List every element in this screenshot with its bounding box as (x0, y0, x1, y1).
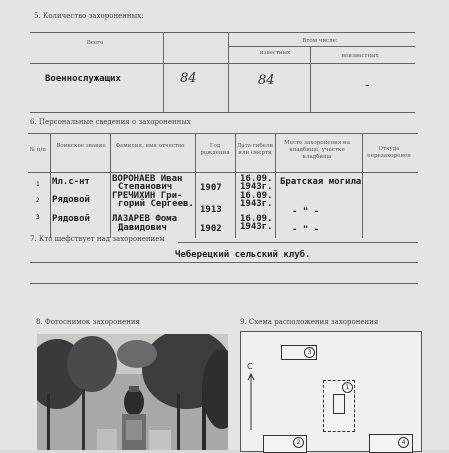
marker-1: 1 (342, 382, 353, 393)
header-num: № п/п (29, 147, 47, 153)
patron-value: Чеберецкий сельский клуб. (175, 250, 311, 260)
section-5-title: 5. Количество захороненных: (34, 12, 144, 20)
row-name-line2: Степанович (118, 182, 173, 192)
row-place: - " - (292, 225, 320, 235)
marker-2: 2 (293, 437, 304, 448)
rule (30, 112, 415, 113)
rule (362, 133, 363, 238)
row-name-line1: ВОРОНАЕВ Иван (112, 174, 183, 184)
photo-image (37, 334, 228, 450)
row-place: Братская могила (280, 177, 362, 187)
row-birth: 1902 (200, 224, 222, 234)
rule (110, 133, 111, 238)
header-place: Место захоронения на кладбище, участке кладбища (283, 140, 350, 160)
header-name: Фамилия, имя отчество (115, 143, 185, 149)
col-unknown-header: неизвестных (341, 53, 379, 59)
rule (30, 63, 415, 64)
rule (195, 133, 196, 238)
header-from: Откуда перезахоронен (367, 146, 411, 159)
row-birth: 1907 (200, 183, 222, 193)
row-rank: Рядовой (52, 214, 90, 224)
rule (275, 133, 276, 238)
row-birth: 1913 (200, 205, 222, 215)
monument (333, 394, 345, 414)
header-death: Дата гибели или смерти (236, 143, 274, 156)
row-death-line1: 16.09. (240, 191, 273, 201)
row-name-line2: Давидович (118, 223, 167, 233)
rule (30, 262, 418, 263)
row-place: - " - (292, 207, 320, 217)
row-num: 2 (36, 197, 40, 204)
marker-4: 4 (398, 437, 409, 448)
col-known-header: известных (259, 50, 291, 56)
row-death-line1: 16.09. (240, 174, 273, 184)
north-arrow-icon (246, 372, 256, 432)
marker-3: 3 (304, 347, 315, 358)
section-8-title: 8. Фотоснимок захоронения (36, 318, 140, 326)
section-7-title: 7. Кто шефствует над захоронением (30, 235, 165, 243)
rule (30, 283, 418, 284)
row-name-line2: горий Сергеев. (118, 199, 194, 209)
burial-photo (37, 334, 228, 450)
col-total-header: Всего (86, 40, 104, 46)
total-count: 84 (180, 71, 197, 86)
row-name-line1: ГРЕЧИХИН Гри- (112, 191, 183, 201)
header-rank: Воинское звание (56, 143, 106, 149)
section-6-title: 6. Персональные сведения о захороненных (30, 118, 191, 126)
rule (310, 46, 311, 112)
location-scheme (240, 331, 422, 452)
col-including-header: Втом числе: (302, 38, 338, 44)
rule (50, 133, 51, 238)
rule (178, 242, 418, 243)
known-count: 84 (258, 73, 275, 88)
row-rank: Рядовой (52, 195, 90, 205)
row-death-line2: 1943г. (240, 199, 273, 209)
header-birth: Год рождения (200, 143, 230, 156)
rule (28, 172, 418, 173)
row-death-line2: 1943г. (240, 222, 273, 232)
section-9-title: 9. Схема расположения захоронения (240, 318, 379, 326)
unknown-count: - (365, 78, 370, 93)
rule (163, 32, 164, 112)
row-rank: Мл.с-нт (52, 177, 90, 187)
row-death-line1: 16.09. (240, 214, 273, 224)
row-name-line1: ЛАЗАРЕВ Фома (112, 214, 178, 224)
row-label-military: Военнослужащих (45, 74, 121, 84)
rule (228, 32, 229, 112)
rule (235, 133, 236, 238)
row-death-line2: 1943г. (240, 182, 273, 192)
row-num: 3 (36, 214, 40, 221)
rule (228, 46, 415, 47)
rule (30, 32, 415, 33)
north-label: С (247, 362, 253, 371)
rule (28, 133, 418, 134)
row-num: 1 (36, 181, 40, 188)
